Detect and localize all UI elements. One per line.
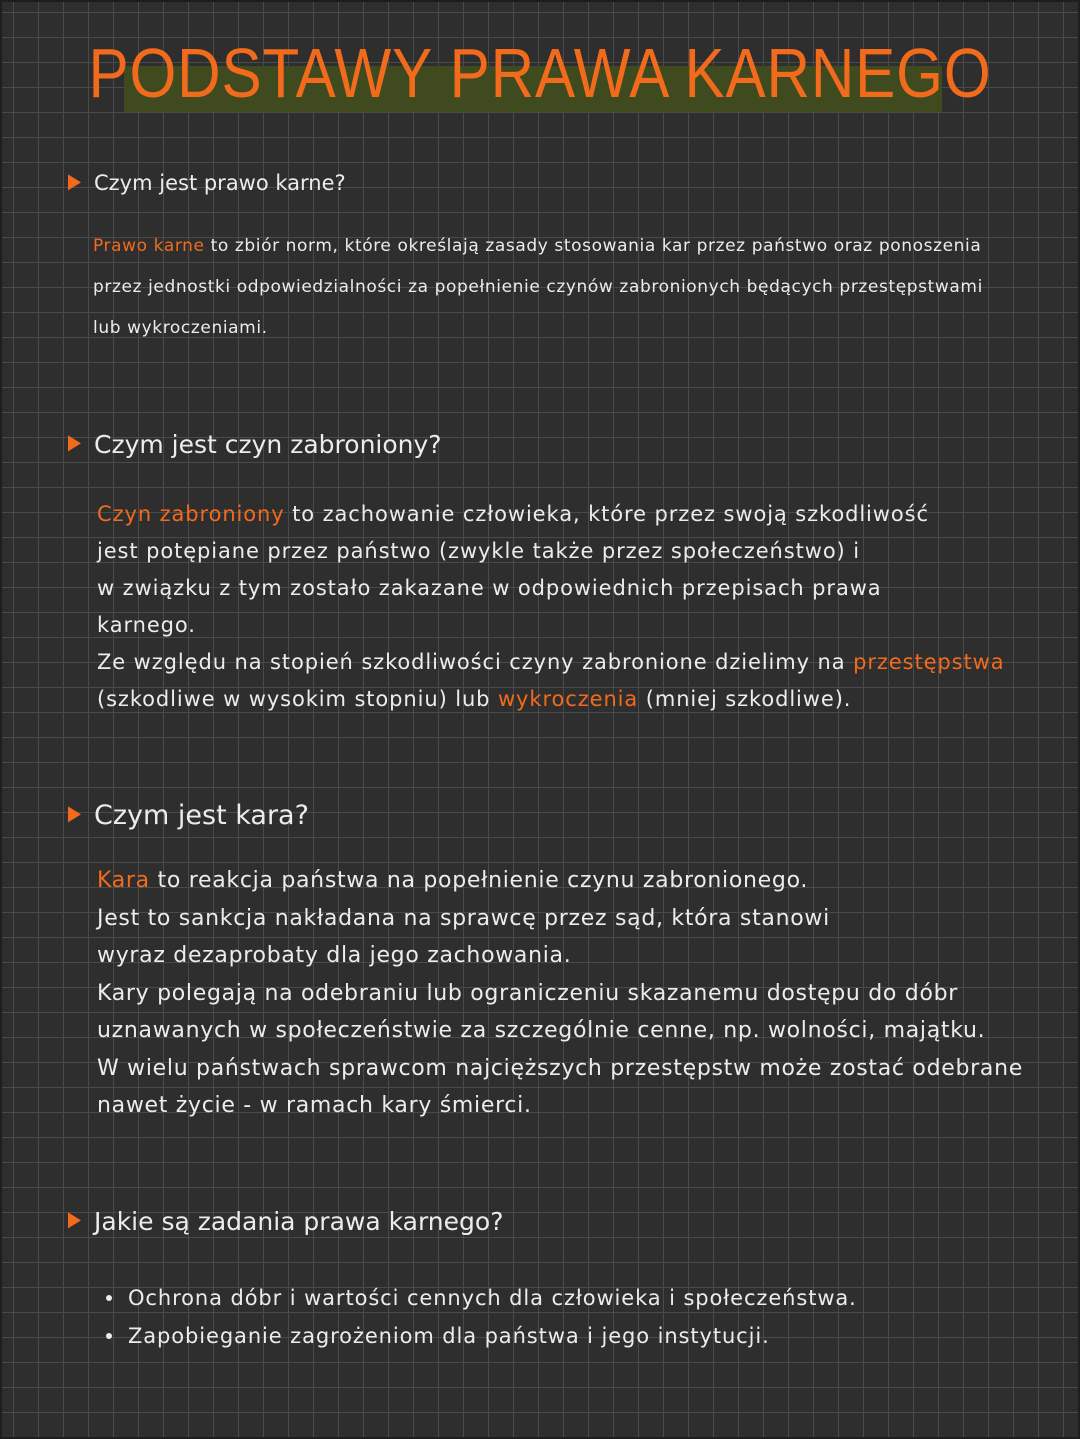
text-run: w związku z tym zostało zakazane w odpowiednich przepisach prawa xyxy=(97,576,882,600)
text-run: wyraz dezaprobaty dla jego zachowania. xyxy=(97,943,572,969)
text-run: to zachowanie człowieka, które przez swoją szkodliwość xyxy=(284,502,929,526)
paragraph-line xyxy=(93,226,1056,267)
triangle-bullet-icon xyxy=(68,174,81,190)
dot-bullet-icon xyxy=(106,1333,112,1339)
paragraph-line xyxy=(93,308,1056,349)
question-text: Czym jest prawo karne? xyxy=(94,171,346,195)
section-czyn-zabroniony xyxy=(66,430,1056,718)
paragraph-line xyxy=(97,937,1056,975)
paragraph-line xyxy=(97,975,1056,1013)
task-list xyxy=(66,1279,1056,1355)
page-title: PODSTAWY PRAWA KARNEGO xyxy=(88,34,992,112)
paragraph-line xyxy=(97,570,1056,607)
section-question xyxy=(66,171,1056,196)
list-item-text: Zapobieganie zagrożeniom dla państwa i jego instytucji. xyxy=(128,1324,770,1348)
list-item xyxy=(106,1317,1056,1355)
text-run: jest potępiane przez państwo (zwykle także przez społeczeństwo) i xyxy=(97,539,860,563)
paragraph-line xyxy=(97,681,1056,718)
list-item xyxy=(106,1279,1056,1317)
text-run: to zbiór norm, które określają zasady stosowania kar przez państwo oraz ponoszenia xyxy=(204,236,982,257)
text-run: karnego. xyxy=(97,613,196,637)
list-item-text: Ochrona dóbr i wartości cennych dla człowieka i społeczeństwa. xyxy=(128,1286,857,1310)
text-run: uznawanych w społeczeństwie za szczególnie cenne, np. wolności, majątku. xyxy=(97,1018,986,1044)
text-run: nawet życie - w ramach kary śmierci. xyxy=(97,1093,532,1119)
text-run: przez jednostki odpowiedzialności za popełnienie czynów zabronionych będących przestępstwami xyxy=(93,277,983,298)
highlighted-term: Czyn zabroniony xyxy=(97,502,285,526)
text-run: Jest to sankcja nakładana na sprawcę przez sąd, która stanowi xyxy=(97,905,830,931)
paragraph-line xyxy=(97,533,1056,570)
paragraph-line xyxy=(97,607,1056,644)
question-text: Czym jest czyn zabroniony? xyxy=(94,430,442,459)
text-run: to reakcja państwa na popełnienie czynu zabronionego. xyxy=(149,868,809,894)
paragraph-line xyxy=(97,496,1056,533)
section-kara xyxy=(66,800,1056,1125)
section-paragraph xyxy=(66,862,1056,1125)
question-text: Czym jest kara? xyxy=(94,800,309,831)
paragraph-line xyxy=(97,900,1056,938)
text-run: Ze względu na stopień szkodliwości czyny zabronione dzielimy na xyxy=(97,650,854,674)
section-paragraph xyxy=(66,226,1056,349)
highlighted-term: Prawo karne xyxy=(93,236,205,257)
paragraph-line xyxy=(97,1087,1056,1125)
highlighted-term: Kara xyxy=(97,868,150,894)
triangle-bullet-icon xyxy=(68,435,81,451)
paragraph-line xyxy=(97,1012,1056,1050)
triangle-bullet-icon xyxy=(68,807,81,823)
section-paragraph xyxy=(66,496,1056,718)
text-run: (szkodliwe w wysokim stopniu) lub xyxy=(97,687,498,711)
highlighted-term: wykroczenia xyxy=(497,687,639,711)
text-run: (mniej szkodliwe). xyxy=(638,687,852,711)
paragraph-line xyxy=(97,644,1056,681)
highlighted-term: przestępstwa xyxy=(853,650,1005,674)
section-prawo-karne xyxy=(66,171,1056,349)
triangle-bullet-icon xyxy=(68,1212,81,1228)
dot-bullet-icon xyxy=(106,1295,112,1301)
paragraph-line xyxy=(97,862,1056,900)
text-run: W wielu państwach sprawcom najcięższych przestępstw może zostać odebrane xyxy=(97,1055,1023,1081)
section-question xyxy=(66,800,1056,832)
section-zadania xyxy=(66,1207,1056,1355)
question-text: Jakie są zadania prawa karnego? xyxy=(94,1207,504,1236)
text-run: lub wykroczeniami. xyxy=(93,318,268,339)
paragraph-line xyxy=(93,267,1056,308)
section-question xyxy=(66,430,1056,460)
text-run: Kary polegają na odebraniu lub ograniczeniu skazanemu dostępu do dóbr xyxy=(97,980,959,1006)
paragraph-line xyxy=(97,1050,1056,1088)
section-question xyxy=(66,1207,1056,1237)
